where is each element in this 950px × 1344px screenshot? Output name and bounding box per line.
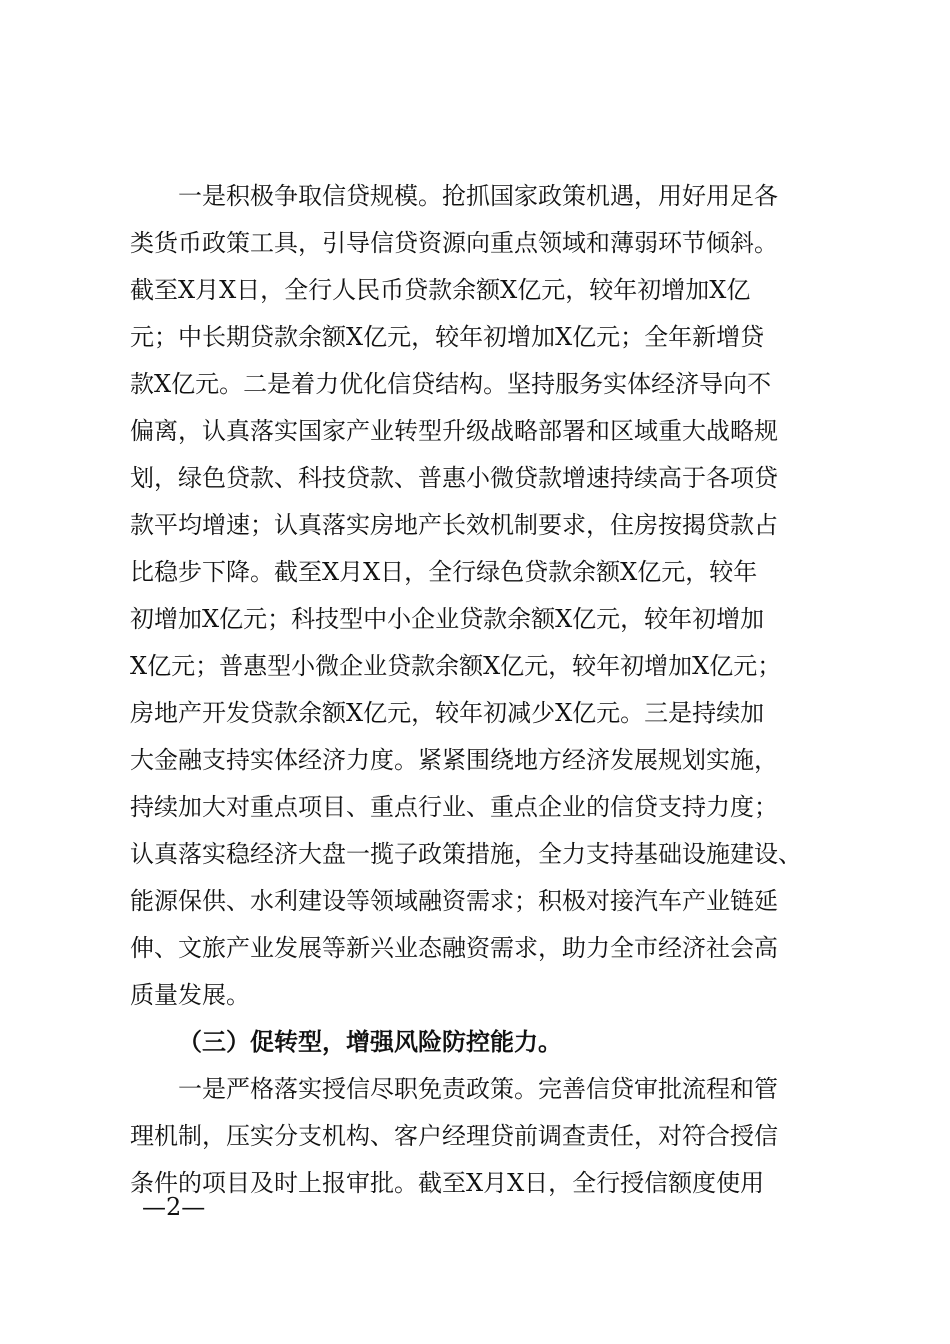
paragraph-line: 理机制，压实分支机构、客户经理贷前调查责任，对符合授信 — [130, 1122, 778, 1150]
paragraph-line: 认真落实稳经济大盘一揽子政策措施，全力支持基础设施建设、 — [130, 840, 802, 868]
paragraph-line: 一是严格落实授信尽职免责政策。完善信贷审批流程和管 — [178, 1075, 778, 1103]
section-heading: （三）促转型，增强风险防控能力。 — [178, 1027, 562, 1056]
paragraph-line: 比稳步下降。截至X月X日，全行绿色贷款余额X亿元，较年 — [130, 558, 758, 586]
page-number: —2— — [142, 1193, 206, 1221]
paragraph-line: 房地产开发贷款余额X亿元，较年初减少X亿元。三是持续加 — [130, 699, 765, 727]
paragraph-line: 元；中长期贷款余额X亿元，较年初增加X亿元；全年新增贷 — [130, 323, 765, 351]
paragraph-line: 类货币政策工具，引导信贷资源向重点领域和薄弱环节倾斜。 — [130, 229, 778, 257]
paragraph-line: 伸、文旅产业发展等新兴业态融资需求，助力全市经济社会高 — [130, 934, 778, 962]
paragraph-line: 款X亿元。二是着力优化信贷结构。坚持服务实体经济导向不 — [130, 370, 772, 398]
paragraph-line: 能源保供、水利建设等领域融资需求；积极对接汽车产业链延 — [130, 887, 778, 915]
paragraph-line: 初增加X亿元；科技型中小企业贷款余额X亿元，较年初增加 — [130, 605, 765, 633]
paragraph-line: 大金融支持实体经济力度。紧紧围绕地方经济发展规划实施， — [130, 746, 778, 774]
paragraph-line: 偏离，认真落实国家产业转型升级战略部署和区域重大战略规 — [130, 417, 778, 445]
paragraph-line: 划，绿色贷款、科技贷款、普惠小微贷款增速持续高于各项贷 — [130, 464, 778, 492]
paragraph-line: 条件的项目及时上报审批。截至X月X日，全行授信额度使用 — [130, 1169, 765, 1197]
paragraph-line: 持续加大对重点项目、重点行业、重点企业的信贷支持力度； — [130, 793, 778, 821]
paragraph-line: 款平均增速；认真落实房地产长效机制要求，住房按揭贷款占 — [130, 511, 778, 539]
paragraph-line: 一是积极争取信贷规模。抢抓国家政策机遇，用好用足各 — [178, 182, 778, 210]
paragraph-line: 截至X月X日，全行人民币贷款余额X亿元，较年初增加X亿 — [130, 276, 751, 304]
paragraph-line: X亿元；普惠型小微企业贷款余额X亿元，较年初增加X亿元； — [130, 652, 782, 680]
paragraph-line: 质量发展。 — [130, 981, 250, 1009]
